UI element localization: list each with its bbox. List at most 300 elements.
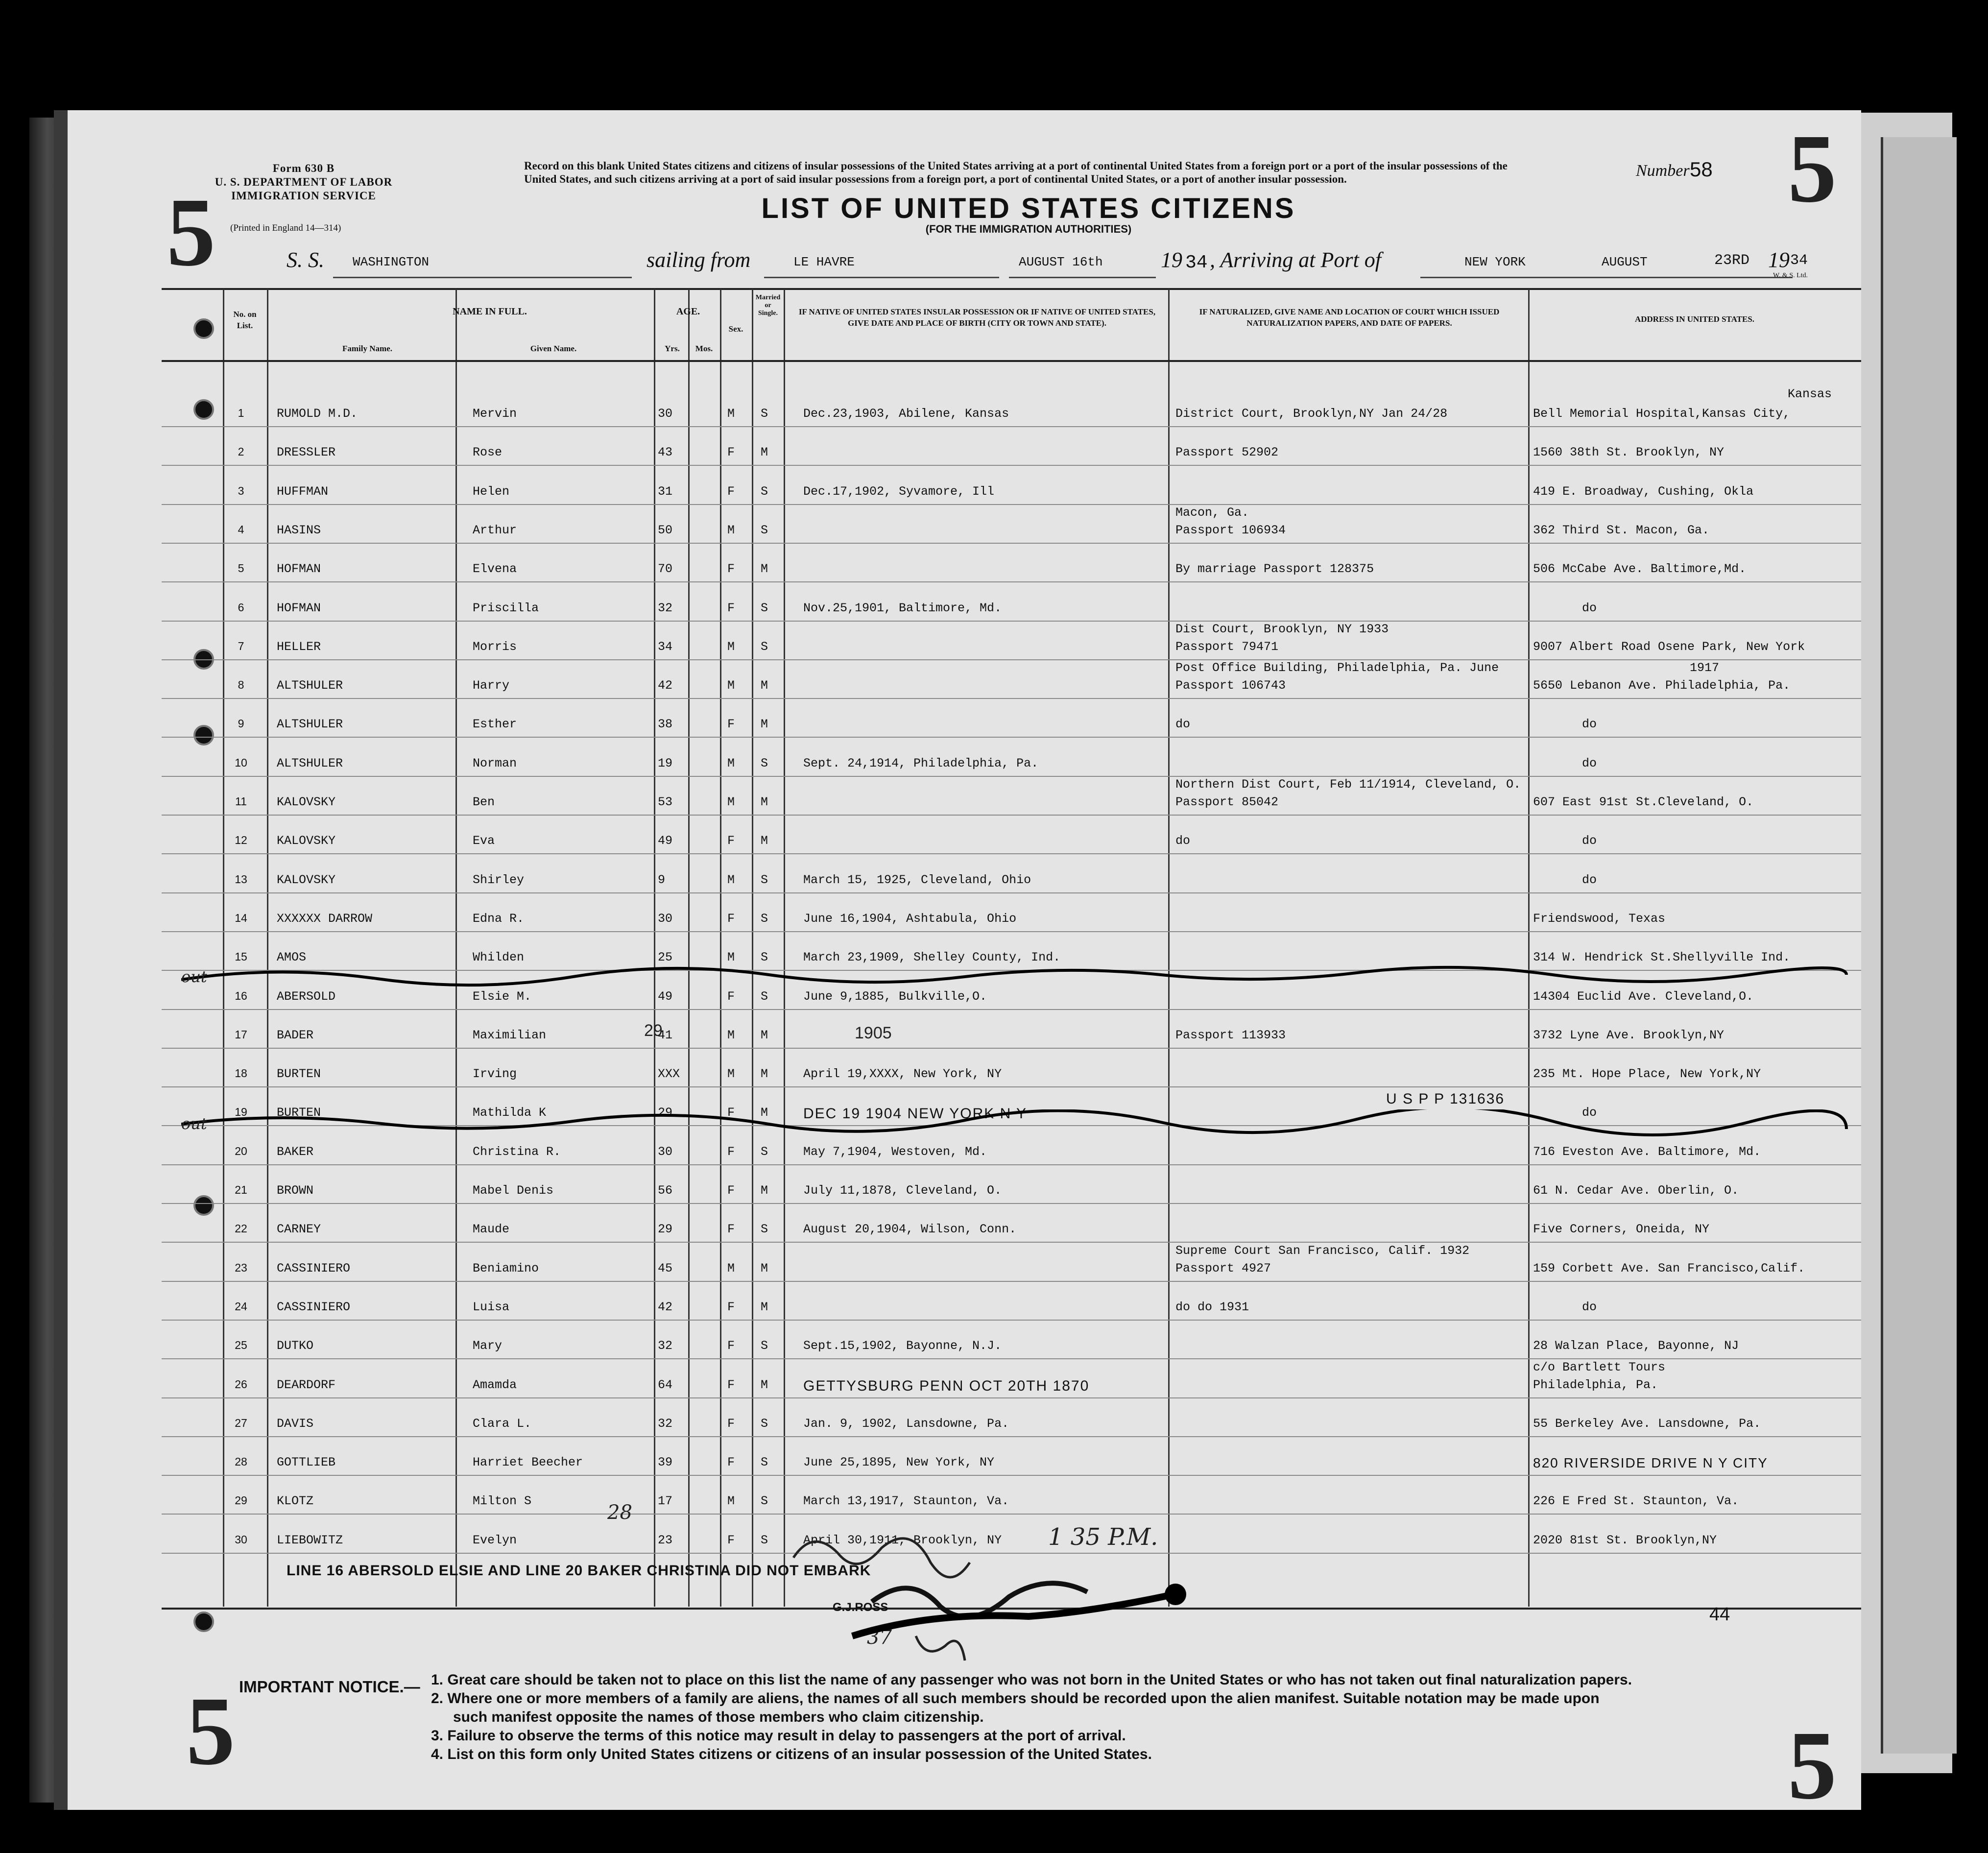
sail-year: 34 bbox=[1185, 252, 1208, 273]
marital-status: M bbox=[761, 1300, 768, 1314]
address-note: c/o Bartlett Tours bbox=[1533, 1360, 1666, 1374]
birth-info: Jan. 9, 1902, Lansdowne, Pa. bbox=[803, 1416, 1009, 1431]
age-years: 70 bbox=[658, 562, 673, 577]
age-years: 45 bbox=[658, 1261, 673, 1275]
address: 314 W. Hendrick St.Shellyville Ind. bbox=[1533, 950, 1791, 965]
punch-hole bbox=[193, 1195, 214, 1216]
column-divider bbox=[752, 289, 753, 1607]
age-years: 42 bbox=[658, 678, 673, 693]
age-years: 49 bbox=[658, 989, 673, 1004]
header-mos: Mos. bbox=[695, 344, 713, 353]
age-years: 41 bbox=[658, 1028, 673, 1042]
sex: M bbox=[727, 523, 735, 537]
row-rule bbox=[162, 1203, 1861, 1204]
notice-item-4: 4. List on this form only United States citizens or citizens of an insular possession of the United States. bbox=[431, 1746, 1152, 1762]
row-number: 1 bbox=[238, 407, 244, 419]
address: 61 N. Cedar Ave. Oberlin, O. bbox=[1533, 1183, 1739, 1198]
row-number: 22 bbox=[235, 1222, 247, 1235]
address: 226 E Fred St. Staunton, Va. bbox=[1533, 1494, 1739, 1509]
family-name: BADER bbox=[277, 1028, 314, 1042]
birth-info: June 9,1885, Bulkville,O. bbox=[803, 989, 987, 1004]
address: 607 East 91st St.Cleveland, O. bbox=[1533, 795, 1754, 809]
form-number: Form 630 B bbox=[272, 162, 335, 174]
age-years: XXX bbox=[658, 1067, 680, 1082]
birth-info: June 25,1895, New York, NY bbox=[803, 1455, 995, 1470]
address: 55 Berkeley Ave. Lansdowne, Pa. bbox=[1533, 1416, 1761, 1431]
family-name: KALOVSKY bbox=[277, 834, 336, 848]
row-rule bbox=[162, 1009, 1861, 1010]
marital-status: M bbox=[761, 717, 768, 732]
row-number: 15 bbox=[235, 950, 247, 963]
arrive-month: AUGUST bbox=[1602, 255, 1648, 269]
header-native: IF NATIVE OF UNITED STATES INSULAR POSSESSION OR IF NATIVE OF UNITED STATES, GIVE DATE AND PLACE OF BIRTH (CITY OR TOWN AND STATE). bbox=[798, 307, 1156, 328]
family-name: DEARDORF bbox=[277, 1377, 336, 1392]
did-not-embark-note: LINE 16 ABERSOLD ELSIE AND LINE 20 BAKER CHRISTINA DID NOT EMBARK bbox=[287, 1563, 871, 1579]
sex: F bbox=[727, 1455, 735, 1470]
row-number: 21 bbox=[235, 1183, 247, 1196]
given-name: Mathilda K bbox=[473, 1106, 547, 1120]
naturalization-info: do do 1931 bbox=[1175, 1300, 1249, 1314]
row-rule bbox=[162, 504, 1861, 505]
row-number: 28 bbox=[235, 1455, 247, 1468]
row-rule bbox=[162, 1242, 1861, 1243]
row-rule bbox=[162, 465, 1861, 466]
age-years: 29 bbox=[658, 1106, 673, 1120]
sex: F bbox=[727, 717, 735, 732]
sail-date: AUGUST 16th bbox=[1019, 255, 1103, 269]
sex: F bbox=[727, 1106, 735, 1120]
officer-signature bbox=[784, 1518, 1205, 1675]
row-number: 27 bbox=[235, 1416, 247, 1429]
address: 419 E. Broadway, Cushing, Okla bbox=[1533, 484, 1754, 499]
age-years: 42 bbox=[658, 1300, 673, 1314]
family-name: BROWN bbox=[277, 1183, 314, 1198]
age-years: 49 bbox=[658, 834, 673, 848]
given-name: Milton S bbox=[473, 1494, 532, 1509]
address: 5650 Lebanon Ave. Philadelphia, Pa. bbox=[1533, 678, 1791, 693]
family-name: CARNEY bbox=[277, 1222, 321, 1237]
birth-info: July 11,1878, Cleveland, O. bbox=[803, 1183, 1002, 1198]
address: 506 McCabe Ave. Baltimore,Md. bbox=[1533, 562, 1747, 577]
sex: M bbox=[727, 756, 735, 770]
address: 9007 Albert Road Osene Park, New York bbox=[1533, 639, 1805, 654]
sex: M bbox=[727, 1494, 735, 1509]
marital-status: M bbox=[761, 1067, 768, 1082]
marital-status: S bbox=[761, 639, 768, 654]
corner-mark-bottom-left: 5 bbox=[186, 1677, 235, 1785]
arrive-day: 23RD bbox=[1714, 252, 1750, 269]
row-rule bbox=[162, 1320, 1861, 1321]
marital-status: S bbox=[761, 872, 768, 887]
row-number: 7 bbox=[238, 639, 244, 652]
arrive-year-label: 19 bbox=[1768, 248, 1790, 272]
address: 1560 38th St. Brooklyn, NY bbox=[1533, 445, 1725, 460]
naturalization-info: Passport 106743 bbox=[1175, 678, 1286, 693]
column-divider bbox=[1168, 289, 1170, 1607]
naturalization-info: do bbox=[1175, 834, 1191, 848]
given-name: Norman bbox=[473, 756, 517, 770]
underline bbox=[1009, 277, 1156, 278]
sex: M bbox=[727, 407, 735, 421]
notice-item-3: 3. Failure to observe the terms of this notice may result in delay to passengers at the port of arrival. bbox=[431, 1728, 1126, 1744]
header-yrs: Yrs. bbox=[665, 344, 680, 353]
row-number: 8 bbox=[238, 678, 244, 692]
hand-out-mark: out bbox=[181, 1114, 207, 1133]
sex: F bbox=[727, 834, 735, 848]
marital-status: S bbox=[761, 407, 768, 421]
given-name: Ben bbox=[473, 795, 495, 809]
row-number: 26 bbox=[235, 1377, 247, 1391]
form-service: IMMIGRATION SERVICE bbox=[231, 190, 376, 202]
marital-status: S bbox=[761, 1416, 768, 1431]
ss-label: S. S. bbox=[287, 248, 324, 272]
naturalization-court: Macon, Ga. bbox=[1175, 505, 1249, 520]
family-name: BURTEN bbox=[277, 1067, 321, 1082]
column-divider bbox=[223, 289, 224, 1607]
sex: F bbox=[727, 1300, 735, 1314]
address: do bbox=[1582, 756, 1597, 770]
age-years: 23 bbox=[658, 1533, 673, 1547]
naturalization-info: By marriage Passport 128375 bbox=[1175, 562, 1374, 577]
family-name: GOTTLIEB bbox=[277, 1455, 336, 1470]
marital-status: M bbox=[761, 678, 768, 693]
row-number: 3 bbox=[238, 484, 244, 497]
underline bbox=[1420, 277, 1793, 278]
column-divider bbox=[654, 289, 655, 1607]
sex: F bbox=[727, 445, 735, 460]
family-name: HOFMAN bbox=[277, 562, 321, 577]
header-address: ADDRESS IN UNITED STATES. bbox=[1634, 314, 1755, 324]
arrive-year: 34 bbox=[1790, 252, 1808, 269]
sex: M bbox=[727, 950, 735, 965]
birth-info: May 7,1904, Westoven, Md. bbox=[803, 1144, 987, 1159]
notice-item-1: 1. Great care should be taken not to place on this list the name of any passenger who was not born in the United States or who has not taken out final naturalization papers. bbox=[431, 1672, 1632, 1688]
age-years: 9 bbox=[658, 872, 666, 887]
sex: F bbox=[727, 1377, 735, 1392]
row-rule bbox=[162, 1086, 1861, 1087]
address: 28 Walzan Place, Bayonne, NJ bbox=[1533, 1339, 1739, 1353]
sex: F bbox=[727, 1183, 735, 1198]
birth-info: Dec.17,1902, Syvamore, Ill bbox=[803, 484, 995, 499]
list-number-value: 58 bbox=[1690, 158, 1713, 181]
marital-status: S bbox=[761, 989, 768, 1004]
page-number: 44 bbox=[1709, 1604, 1730, 1625]
marital-status: M bbox=[761, 1106, 768, 1120]
column-divider bbox=[784, 289, 785, 1607]
age-years: 32 bbox=[658, 1339, 673, 1353]
row-number: 23 bbox=[235, 1261, 247, 1274]
underline bbox=[764, 277, 999, 278]
age-years: 29 bbox=[658, 1222, 673, 1237]
row-rule bbox=[162, 815, 1861, 816]
family-name: LIEBOWITZ bbox=[277, 1533, 343, 1547]
naturalization-court: Dist Court, Brooklyn, NY 1933 bbox=[1175, 622, 1389, 636]
address: 14304 Euclid Ave. Cleveland,O. bbox=[1533, 989, 1754, 1004]
address: do bbox=[1582, 1300, 1597, 1314]
row-number: 20 bbox=[235, 1144, 247, 1157]
marital-status: S bbox=[761, 601, 768, 615]
given-name: Helen bbox=[473, 484, 510, 499]
given-name: Arthur bbox=[473, 523, 517, 537]
given-name: Mervin bbox=[473, 407, 517, 421]
row-rule bbox=[162, 659, 1861, 660]
header-age: AGE. bbox=[676, 306, 700, 317]
corner-mark-top-left: 5 bbox=[167, 178, 216, 287]
column-divider bbox=[720, 289, 721, 1607]
row-number: 12 bbox=[235, 834, 247, 847]
family-name: HELLER bbox=[277, 639, 321, 654]
family-name: ALTSHULER bbox=[277, 678, 343, 693]
age-years: 38 bbox=[658, 717, 673, 732]
given-name: Christina R. bbox=[473, 1144, 561, 1159]
naturalization-info: do bbox=[1175, 717, 1191, 732]
birth-info: March 13,1917, Staunton, Va. bbox=[803, 1494, 1009, 1509]
marital-status: M bbox=[761, 834, 768, 848]
marital-status: S bbox=[761, 484, 768, 499]
given-name: Beniamino bbox=[473, 1261, 539, 1275]
row-rule bbox=[162, 1436, 1861, 1437]
naturalization-info: Passport 113933 bbox=[1175, 1028, 1286, 1042]
age-years: 56 bbox=[658, 1183, 673, 1198]
header-sex: Sex. bbox=[728, 324, 743, 334]
birth-info: March 23,1909, Shelley County, Ind. bbox=[803, 950, 1061, 965]
marital-status: S bbox=[761, 1339, 768, 1353]
address: 3732 Lyne Ave. Brooklyn,NY bbox=[1533, 1028, 1725, 1042]
age-years: 30 bbox=[658, 911, 673, 926]
address: 362 Third St. Macon, Ga. bbox=[1533, 523, 1710, 537]
list-number-label: Number bbox=[1636, 162, 1690, 180]
family-name: ALTSHULER bbox=[277, 717, 343, 732]
family-name: CASSINIERO bbox=[277, 1300, 351, 1314]
row-rule bbox=[162, 1358, 1861, 1359]
row-number: 19 bbox=[235, 1106, 247, 1119]
sex: F bbox=[727, 1416, 735, 1431]
age-years: 53 bbox=[658, 795, 673, 809]
header-no: No. on List. bbox=[233, 310, 257, 330]
age-years: 31 bbox=[658, 484, 673, 499]
sex: F bbox=[727, 1144, 735, 1159]
given-name: Esther bbox=[473, 717, 517, 732]
sex: F bbox=[727, 1222, 735, 1237]
record-instruction: Record on this blank United States citizens and citizens of insular possessions of the United States arriving at a port of continental United States from a foreign port or a port of the insular possessions of the United States, and such citizens arriving at a port of said insular possessions from a foreign port, a port of continental United States, or a port of another insular possession. bbox=[524, 160, 1508, 185]
naturalization-court: Supreme Court San Francisco, Calif. 1932 bbox=[1175, 1243, 1470, 1258]
given-name: Maximilian bbox=[473, 1028, 547, 1042]
marital-status: S bbox=[761, 1455, 768, 1470]
address-state: Kansas bbox=[1788, 387, 1832, 401]
age-years: 50 bbox=[658, 523, 673, 537]
age-years: 30 bbox=[658, 1144, 673, 1159]
family-name: HASINS bbox=[277, 523, 321, 537]
family-name: BURTEN bbox=[277, 1106, 321, 1120]
birth-info: Sept. 24,1914, Philadelphia, Pa. bbox=[803, 756, 1039, 770]
hand-time-note: 1 35 P.M. bbox=[1048, 1523, 1158, 1551]
birth-info: April 19,XXXX, New York, NY bbox=[803, 1067, 1002, 1082]
row-number: 10 bbox=[235, 756, 247, 769]
age-years: 43 bbox=[658, 445, 673, 460]
birth-info: Nov.25,1901, Baltimore, Md. bbox=[803, 601, 1002, 615]
row-number: 5 bbox=[238, 562, 244, 575]
sex: M bbox=[727, 678, 735, 693]
address: 820 RIVERSIDE DRIVE N Y CITY bbox=[1533, 1455, 1768, 1471]
marital-status: S bbox=[761, 1494, 768, 1509]
birth-info: June 16,1904, Ashtabula, Ohio bbox=[803, 911, 1017, 926]
given-name: Mary bbox=[473, 1339, 503, 1353]
family-name: AMOS bbox=[277, 950, 307, 965]
age-years: 30 bbox=[658, 407, 673, 421]
row-number: 9 bbox=[238, 717, 244, 730]
birth-info: Sept.15,1902, Bayonne, N.J. bbox=[803, 1339, 1002, 1353]
hand-out-mark: out bbox=[181, 967, 207, 986]
underline bbox=[333, 277, 632, 278]
family-name: RUMOLD M.D. bbox=[277, 407, 358, 421]
printed-note: (Printed in England 14—314) bbox=[230, 223, 341, 233]
from-port: LE HAVRE bbox=[793, 255, 855, 269]
birth-info: DEC 19 1904 NEW YORK N Y bbox=[803, 1106, 1028, 1122]
header-given: Given Name. bbox=[530, 344, 577, 353]
age-years: 64 bbox=[658, 1377, 673, 1392]
address: do bbox=[1582, 601, 1597, 615]
age-years: 19 bbox=[658, 756, 673, 770]
age-years: 17 bbox=[658, 1494, 673, 1509]
address: do bbox=[1582, 834, 1597, 848]
marital-status: S bbox=[761, 1533, 768, 1547]
age-years: 39 bbox=[658, 1455, 673, 1470]
birth-info: GETTYSBURG PENN OCT 20TH 1870 bbox=[803, 1377, 1090, 1394]
hand-note-28: 28 bbox=[607, 1501, 632, 1524]
address: 159 Corbett Ave. San Francisco,Calif. bbox=[1533, 1261, 1805, 1275]
strike-line-row-16 bbox=[181, 960, 1866, 989]
given-name: Morris bbox=[473, 639, 517, 654]
arrive-port: NEW YORK bbox=[1464, 255, 1526, 269]
naturalization-info: U S P P 131636 bbox=[1386, 1091, 1505, 1107]
sex: F bbox=[727, 1339, 735, 1353]
strike-line-row-20 bbox=[181, 1109, 1866, 1139]
hand-correction-29: 29 bbox=[644, 1021, 663, 1040]
given-name: Irving bbox=[473, 1067, 517, 1082]
family-name: DAVIS bbox=[277, 1416, 314, 1431]
given-name: Evelyn bbox=[473, 1533, 517, 1547]
row-rule bbox=[162, 698, 1861, 699]
row-rule bbox=[162, 853, 1861, 854]
row-number: 17 bbox=[235, 1028, 247, 1041]
printer-mark: W. & S. Ltd. bbox=[1773, 272, 1808, 279]
marital-status: M bbox=[761, 1183, 768, 1198]
column-divider bbox=[1528, 289, 1530, 1607]
row-number: 29 bbox=[235, 1494, 247, 1507]
row-number: 2 bbox=[238, 445, 244, 458]
given-name: Maude bbox=[473, 1222, 510, 1237]
address: do bbox=[1582, 872, 1597, 887]
marital-status: M bbox=[761, 445, 768, 460]
family-name: KALOVSKY bbox=[277, 795, 336, 809]
sex: F bbox=[727, 989, 735, 1004]
officer-stamp: G.J.ROSS bbox=[833, 1601, 888, 1614]
marital-status: M bbox=[761, 1261, 768, 1275]
row-number: 4 bbox=[238, 523, 244, 536]
row-rule bbox=[162, 737, 1861, 738]
row-rule bbox=[162, 1475, 1861, 1476]
naturalization-info: Passport 4927 bbox=[1175, 1261, 1271, 1275]
address: Five Corners, Oneida, NY bbox=[1533, 1222, 1710, 1237]
given-name: Luisa bbox=[473, 1300, 510, 1314]
form-header bbox=[176, 162, 431, 203]
naturalization-info: Passport 85042 bbox=[1175, 795, 1279, 809]
naturalization-court: Post Office Building, Philadelphia, Pa. June bbox=[1175, 661, 1499, 675]
family-name: XXXXXX DARROW bbox=[277, 911, 373, 926]
row-rule bbox=[162, 621, 1861, 622]
family-name: ALTSHULER bbox=[277, 756, 343, 770]
address: do bbox=[1582, 1106, 1597, 1120]
sail-year-label: 19 bbox=[1161, 248, 1182, 272]
row-number: 6 bbox=[238, 601, 244, 614]
marital-status: M bbox=[761, 795, 768, 809]
marital-status: S bbox=[761, 756, 768, 770]
marital-status: S bbox=[761, 950, 768, 965]
given-name: Mabel Denis bbox=[473, 1183, 554, 1198]
row-number: 25 bbox=[235, 1339, 247, 1352]
row-rule bbox=[162, 1397, 1861, 1398]
sex: M bbox=[727, 872, 735, 887]
punch-hole bbox=[193, 318, 214, 339]
given-name: Shirley bbox=[473, 872, 525, 887]
family-name: BAKER bbox=[277, 1144, 314, 1159]
page-subtitle: (FOR THE IMMIGRATION AUTHORITIES) bbox=[925, 223, 1132, 235]
hand-correction-1905: 1905 bbox=[855, 1024, 892, 1042]
address: 235 Mt. Hope Place, New York,NY bbox=[1533, 1067, 1761, 1082]
given-name: Elvena bbox=[473, 562, 517, 577]
sex: F bbox=[727, 911, 735, 926]
given-name: Whilden bbox=[473, 950, 525, 965]
given-name: Rose bbox=[473, 445, 503, 460]
sex: F bbox=[727, 601, 735, 615]
family-name: KLOTZ bbox=[277, 1494, 314, 1509]
family-name: DRESSLER bbox=[277, 445, 336, 460]
age-years: 34 bbox=[658, 639, 673, 654]
sex: M bbox=[727, 1028, 735, 1042]
naturalization-info: District Court, Brooklyn,NY Jan 24/28 bbox=[1175, 407, 1448, 421]
row-rule bbox=[162, 1048, 1861, 1049]
row-number: 14 bbox=[235, 911, 247, 924]
sex: F bbox=[727, 562, 735, 577]
row-rule bbox=[162, 931, 1861, 932]
sex: M bbox=[727, 639, 735, 654]
naturalization-info: Passport 106934 bbox=[1175, 523, 1286, 537]
page-title: LIST OF UNITED STATES CITIZENS bbox=[761, 193, 1296, 224]
address: 716 Eveston Ave. Baltimore, Md. bbox=[1533, 1144, 1761, 1159]
row-rule bbox=[162, 1514, 1861, 1515]
arriving-label: , Arriving at Port of bbox=[1210, 248, 1381, 272]
given-name: Eva bbox=[473, 834, 495, 848]
row-rule bbox=[162, 892, 1861, 893]
row-number: 13 bbox=[235, 872, 247, 886]
address: Philadelphia, Pa. bbox=[1533, 1377, 1658, 1392]
marital-status: S bbox=[761, 1144, 768, 1159]
address: do bbox=[1582, 717, 1597, 732]
given-name: Amamda bbox=[473, 1377, 517, 1392]
row-number: 30 bbox=[235, 1533, 247, 1546]
column-divider bbox=[267, 289, 268, 1607]
naturalization-info: Passport 79471 bbox=[1175, 639, 1279, 654]
header-divider bbox=[162, 360, 1861, 362]
marital-status: M bbox=[761, 1377, 768, 1392]
given-name: Clara L. bbox=[473, 1416, 532, 1431]
row-rule bbox=[162, 1281, 1861, 1282]
row-number: 24 bbox=[235, 1300, 247, 1313]
given-name: Priscilla bbox=[473, 601, 539, 615]
header-married: Married or Single. bbox=[755, 294, 781, 317]
marital-status: S bbox=[761, 911, 768, 926]
age-years: 32 bbox=[658, 601, 673, 615]
